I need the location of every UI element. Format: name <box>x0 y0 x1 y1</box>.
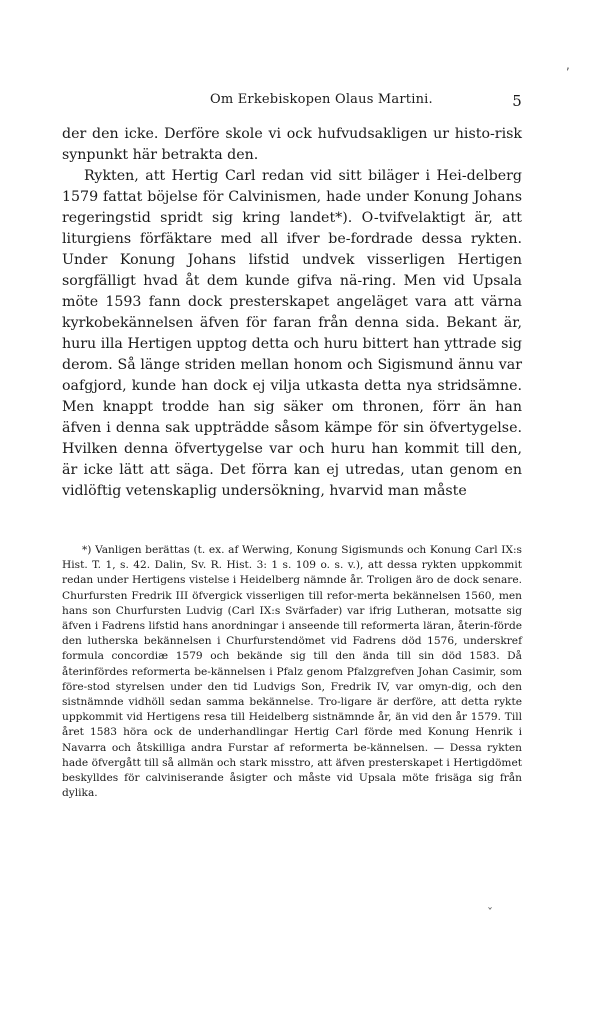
paragraph-continuation: der den icke. Derföre skole vi ock hufvudsakligen ur histo-risk synpunkt här betrakta den. <box>62 126 522 163</box>
footnote-text: *) Vanligen berättas (t. ex. af Werwing, Konung Sigismunds och Konung Carl IX:s Hist. T. 1, s. 42. Dalin, Sv. R. Hist. 3: 1 s. 109 o. s. v.), att dessa rykten uppkommit redan under Hertigens vistelse i Heidelberg nämnde år. Troligen äro de dock senare. Churfursten Fredrik III öfvergick visserligen till refor-merta bekännelsen 1560, men hans son Churfursten Ludvig (Carl IX:s Svärfader) var ifrig Lutheran, motsatte sig äfven i Fadrens lifstid hans anordningar i anseende till reformerta läran, återin-förde den lutherska bekännelsen i Churfurstendömet vid Fadrens död 1576, underskref formula concordiæ 1579 och bekände sig till den ända till sin död 1583. Då återinfördes reformerta be-kännelsen i Pfalz genom Pfalzgrefven Johan Casimir, som före-stod styrelsen under den tid Ludvigs Son, Fredrik IV, var omyn-dig, och den sistnämnde vidhöll sedan samma bekännelse. Tro-ligare är derföre, att detta rykte uppkommit vid Hertigens resa till Heidelberg sistnämnde år, än vid den år 1579. Till året 1583 höra ock de underhandlingar Hertig Carl förde med Konung Henrik i Navarra och åtskilliga andra Furstar af reformerta be-kännelsen. — Dessa rykten hade öfvergått till så allmän och stark misstro, att äfven presterskapet i Hertigdömet beskylldes för calviniserande åsigter och måste vid Upsala möte frisäga sig från dylika. <box>62 544 522 800</box>
paragraph-rykten: Rykten, att Hertig Carl redan vid sitt biläger i Hei-delberg 1579 fattat böjelse för Calvinismen, hade under Konung Johans regeringstid spridt sig kring landet*). O-tvifvelaktigt är, att liturgiens förfäktare med all ifver be-fordrade dessa rykten. Under Konung Johans lifstid undvek visserligen Hertigen sorgfälligt hvad åt dem kunde gifva nä-ring. Men vid Upsala möte 1593 fann dock presterskapet angeläget vara att värna kyrkobekännelsen äfven för faran från denna sida. Bekant är, huru illa Hertigen upptog detta och huru bittert han yttrade sig derom. Så länge striden mellan honom och Sigismund ännu var oafgjord, kunde han dock ej vilja utkasta detta nya stridsämne. Men knappt trodde han sig säker om thronen, förr än han äfven i denna sak uppträdde såsom kämpe för sin öfvertygelse. Hvilken denna öfvertygelse var och huru han kommit till den, är icke lätt att säga. Det förra kan ej utredas, utan genom en vidlöftig vetenskaplig undersökning, hvarvid man måste <box>62 168 522 499</box>
page-number: 5 <box>512 92 522 110</box>
running-title: Om Erkebiskopen Olaus Martini. <box>210 92 433 107</box>
main-text <box>62 124 522 502</box>
stray-mark-top: , <box>566 58 570 72</box>
stray-mark-bottom: ˇ <box>487 906 493 920</box>
footnote <box>62 543 522 801</box>
